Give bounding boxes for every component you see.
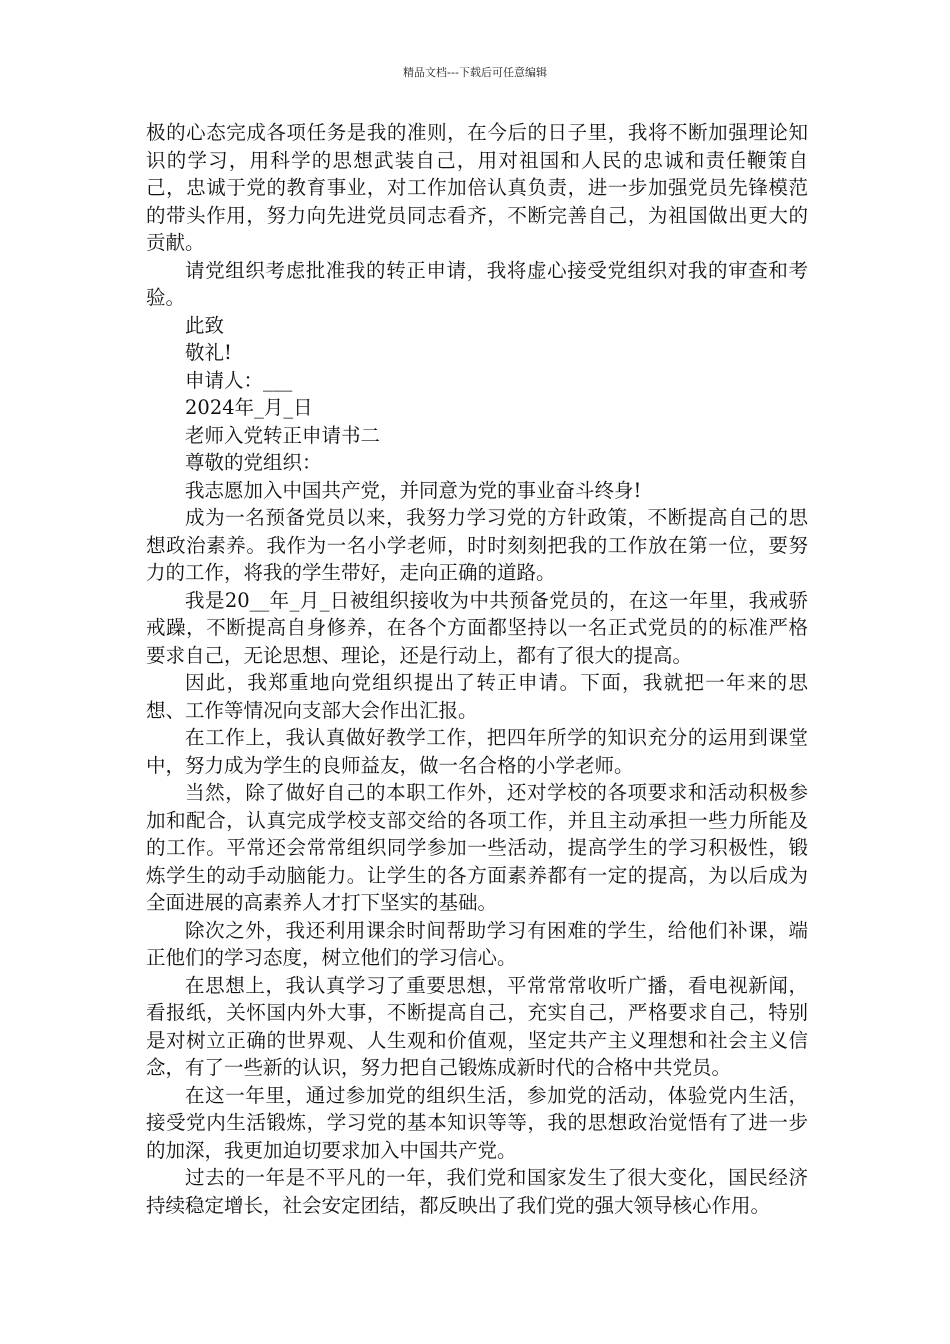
page-header: 精品文档---下载后可任意编辑 (403, 66, 547, 79)
paragraph-17: 在这一年里，通过参加党的组织生活，参加党的活动，体验党内生活，接受党内生活锻炼，学习党的基本知识等等，我的思想政治觉悟有了进一步的加深，我更加迫切要求加入中国共产党。 (146, 1083, 808, 1162)
paragraph-12: 因此，我郑重地向党组织提出了转正申请。下面，我就把一年来的思想、工作等情况向支部大会作出汇报。 (146, 671, 808, 722)
closing-regards: 敬礼! (185, 341, 232, 364)
paragraph-10: 成为一名预备党员以来，我努力学习党的方针政策，不断提高自己的思想政治素养。我作为一名小学老师，时时刻刻把我的工作放在第一位，要努力的工作，将我的学生带好，走向正确的道路。 (146, 506, 808, 584)
section-title: 老师入党转正申请书二 (185, 423, 381, 447)
paragraph-18: 过去的一年是不平凡的一年，我们党和国家发生了很大变化，国民经济持续稳定增长，社会安定团结，都反映出了我们党的强大领导核心作用。 (146, 1166, 808, 1217)
pledge-line: 我志愿加入中国共产党，并同意为党的事业奋斗终身! (185, 478, 642, 502)
paragraph-13: 在工作上，我认真做好教学工作，把四年所学的知识充分的运用到课堂中，努力成为学生的良师益友，做一名合格的小学老师。 (146, 726, 808, 777)
paragraph-14: 当然，除了做好自己的本职工作外，还对学校的各项要求和活动积极参加和配合，认真完成学校支部交给的各项工作，并且主动承担一些力所能及的工作。平常还会常常组织同学参加一些活动，提高学生的学习积极性，锻炼学生的动手动脑能力。让学生的各方面素养都有一定的提高，为以后成为全面进展的高素养人才打下坚实的基础。 (146, 781, 808, 914)
greeting-line: 尊敬的党组织： (185, 451, 322, 474)
paragraph-11: 我是20__年_月_日被组织接收为中共预备党员的，在这一年里，我戒骄戒躁，不断提高自身修养，在各个方面都坚持以一名正式党员的的标准严格要求自己，无论思想、理论，还是行动上，都有了很大的提高。 (146, 588, 808, 667)
date-line: 2024年_月_日 (185, 396, 313, 419)
paragraph-16: 在思想上，我认真学习了重要思想，平常常常收听广播，看电视新闻，看报纸，关怀国内外大事，不断提高自己，充实自己，严格要求自己，特别是对树立正确的世界观、人生观和价值观，坚定共产主义理想和社会主义信念，有了一些新的认识，努力把自己锻炼成新时代的合格中共党员。 (146, 973, 808, 1079)
closing-salutation: 此致 (185, 313, 225, 337)
document-body (146, 119, 808, 1219)
paragraph-2: 请党组织考虑批准我的转正申请，我将虚心接受党组织对我的审查和考验。 (146, 258, 808, 309)
paragraph-15: 除次之外，我还利用课余时间帮助学习有困难的学生，给他们补课，端正他们的学习态度，树立他们的学习信心。 (146, 918, 808, 969)
paragraph-1: 极的心态完成各项任务是我的准则，在今后的日子里，我将不断加强理论知识的学习，用科学的思想武装自己，用对祖国和人民的忠诚和责任鞭策自己，忠诚于党的教育事业，对工作加倍认真负责，进一步加强党员先锋模范的带头作用，努力向先进党员同志看齐，不断完善自己，为祖国做出更大的贡献。 (146, 121, 808, 254)
applicant-line: 申请人：___ (185, 368, 293, 392)
